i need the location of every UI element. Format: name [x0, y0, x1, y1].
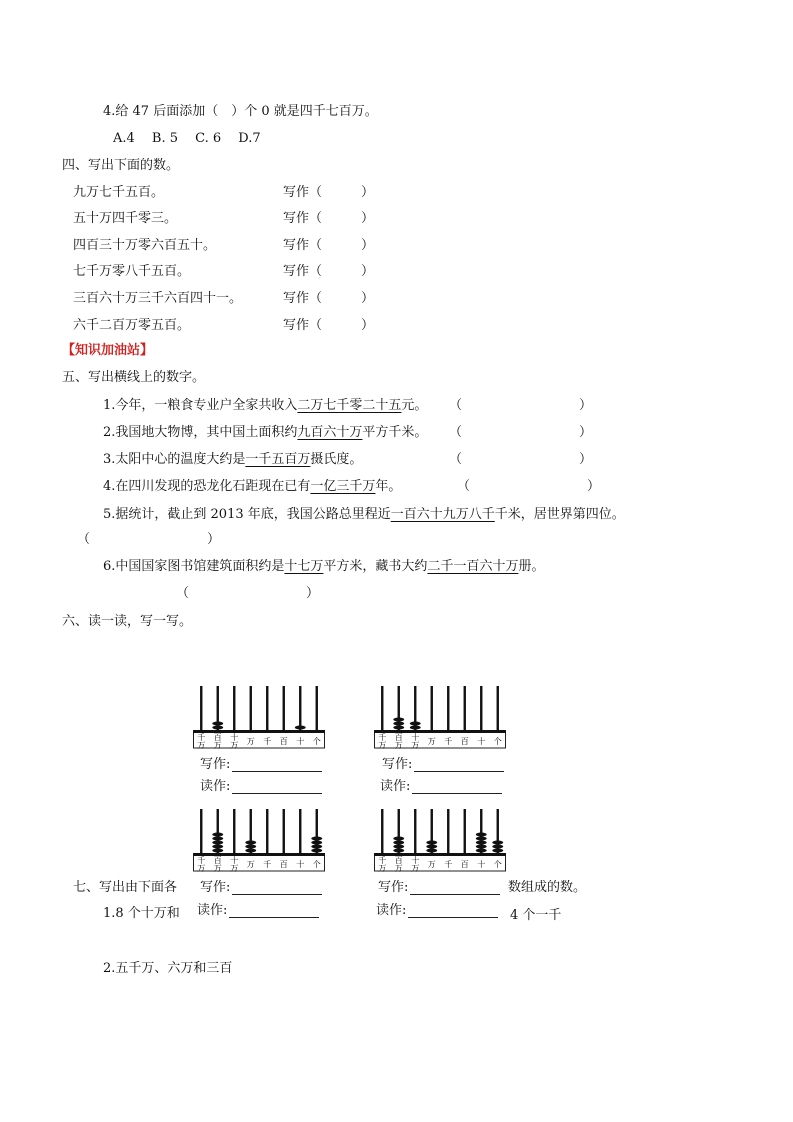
abacus-bead [393, 849, 404, 853]
abacus-bead [212, 849, 223, 853]
place-label: 十 [296, 737, 305, 746]
abacus-rod [283, 809, 285, 855]
place-label: 个 [312, 860, 321, 869]
section5-title: 五、写出横线上的数字。 [62, 370, 206, 385]
write-label: 写作: [378, 880, 409, 895]
abacus-rod [381, 809, 383, 855]
abacus-rod [447, 809, 449, 855]
abacus [374, 686, 506, 750]
place-label: 百 [394, 856, 403, 865]
place-label: 十 [411, 733, 420, 742]
abacus-bead [426, 841, 437, 845]
abacus-bead [476, 845, 487, 849]
place-label: 万 [411, 864, 420, 873]
section5-item [103, 425, 427, 441]
abacus-bead [311, 837, 322, 841]
place-label: 十 [230, 733, 239, 742]
abacus-rod [233, 809, 235, 855]
write-label: 写作: [200, 880, 231, 895]
place-label: 千 [378, 733, 387, 742]
section4-item: 七千万零八千五百。 [73, 264, 191, 279]
abacus-rod [299, 686, 301, 732]
item-underlined: 九百六十万 [297, 425, 363, 440]
place-label: 万 [378, 741, 387, 750]
write-answer-line[interactable] [414, 771, 504, 772]
abacus-svg [374, 809, 506, 873]
place-label: 万 [394, 864, 403, 873]
item-pre: 2.我国地大物博，其中国土面积约 [103, 425, 298, 440]
section5-item [103, 398, 427, 414]
abacus-bead [393, 722, 404, 726]
abacus-rod [447, 686, 449, 732]
abacus-rod [464, 686, 466, 732]
write-label: 写作: [382, 757, 413, 772]
item-post: 千米，居世界第四位。 [494, 507, 625, 522]
read-label: 读作: [197, 903, 228, 918]
place-label: 百 [394, 733, 403, 742]
item6-mid: 平方米，藏书大约 [323, 559, 428, 574]
item6-underlined-1: 十七万 [284, 559, 324, 574]
item-post: 平方千米。 [362, 425, 428, 440]
abacus-rod [266, 809, 268, 855]
abacus [374, 809, 506, 873]
section7-item2: 2.五千万、六万和三百 [103, 961, 233, 976]
section5-item [103, 507, 625, 523]
abacus-rod [464, 809, 466, 855]
abacus-svg [193, 686, 325, 750]
abacus-bead [311, 845, 322, 849]
abacus-bead [492, 841, 503, 845]
section7-item1-left: 1.8 个十万和 [103, 906, 180, 921]
abacus-bead [245, 841, 256, 845]
abacus-svg [374, 686, 506, 750]
item-underlined: 二万七千零二十五 [297, 398, 402, 413]
abacus-rod [299, 809, 301, 855]
abacus-bead [212, 837, 223, 841]
section4-write-label: 写作（ ） [283, 238, 375, 253]
read-label: 读作: [376, 903, 407, 918]
place-label: 十 [477, 860, 486, 869]
abacus-bead [492, 845, 503, 849]
place-label: 个 [493, 737, 502, 746]
place-label: 千 [263, 860, 272, 869]
section6-title: 六、读一读，写一写。 [62, 614, 193, 629]
abacus [193, 686, 325, 750]
q4-options: A.4 B. 5 C. 6 D.7 [113, 131, 261, 146]
abacus-rod [283, 686, 285, 732]
abacus-bead [393, 718, 404, 722]
place-label: 万 [246, 860, 255, 869]
abacus-rod [414, 809, 416, 855]
abacus-bead [311, 841, 322, 845]
place-label: 个 [312, 737, 321, 746]
write-answer-line[interactable] [232, 894, 322, 895]
section4-write-label: 写作（ ） [283, 211, 375, 226]
item-pre: 4.在四川发现的恐龙化石距现在已有 [103, 479, 311, 494]
section4-item: 四百三十万零六百五十。 [73, 238, 217, 253]
abacus-bead [212, 722, 223, 726]
section7-item1-right: 4 个一千 [510, 908, 562, 923]
place-label: 万 [197, 864, 206, 873]
section4-item: 九万七千五百。 [73, 185, 165, 200]
item-underlined: 一百六十九万八千 [390, 507, 495, 522]
place-label: 万 [394, 741, 403, 750]
abacus-bead [476, 841, 487, 845]
place-label: 千 [378, 856, 387, 865]
place-label: 十 [230, 856, 239, 865]
answer-paren: （ ） [449, 398, 593, 413]
abacus-bead [476, 837, 487, 841]
item-underlined: 一亿三千万 [310, 479, 376, 494]
place-label: 千 [444, 737, 453, 746]
place-label: 百 [213, 733, 222, 742]
read-label: 读作: [200, 779, 231, 794]
section4-item: 五十万四千零三。 [73, 211, 178, 226]
place-label: 万 [213, 741, 222, 750]
write-answer-line[interactable] [410, 894, 500, 895]
item-pre: 5.据统计，截止到 2013 年底，我国公路总里程近 [103, 507, 391, 522]
item-post: 摄氏度。 [310, 452, 363, 467]
section4-write-label: 写作（ ） [283, 185, 375, 200]
place-label: 百 [279, 860, 288, 869]
section5-item [103, 452, 362, 468]
item-pre: 1.今年，一粮食专业户全家共收入 [103, 398, 298, 413]
place-label: 万 [230, 741, 239, 750]
abacus-rod [316, 686, 318, 732]
abacus-bead [212, 841, 223, 845]
read-label: 读作: [380, 779, 411, 794]
abacus-rod [381, 686, 383, 732]
section5-item [103, 479, 401, 495]
abacus-bead [410, 722, 421, 726]
place-label: 万 [411, 741, 420, 750]
place-label: 千 [197, 733, 206, 742]
abacus-rod [497, 686, 499, 732]
abacus-svg [193, 809, 325, 873]
answer-paren: （ ） [457, 479, 601, 494]
section4-item: 六千二百万零五百。 [73, 318, 191, 333]
abacus-bead [311, 849, 322, 853]
section4-write-label: 写作（ ） [283, 264, 375, 279]
read-answer-line[interactable] [232, 793, 322, 794]
abacus-bead [393, 841, 404, 845]
section4-item: 三百六十万三千六百四十一。 [73, 291, 243, 306]
section4-title: 四、写出下面的数。 [62, 158, 180, 173]
item6-underlined-2: 二千一百六十万 [427, 559, 519, 574]
item-pre: 3.太阳中心的温度大约是 [103, 452, 246, 467]
abacus-bead [393, 837, 404, 841]
abacus-bead [212, 845, 223, 849]
abacus-bead [212, 833, 223, 837]
item-post: 元。 [401, 398, 428, 413]
place-label: 百 [460, 737, 469, 746]
abacus-bead [426, 845, 437, 849]
abacus-bead [393, 726, 404, 730]
place-label: 万 [230, 864, 239, 873]
abacus-rod [233, 686, 235, 732]
item6-answer-paren: （ ） [176, 586, 320, 601]
item-underlined: 一千五百万 [245, 452, 311, 467]
place-label: 万 [197, 741, 206, 750]
abacus-rod [200, 686, 202, 732]
answer-paren: （ ） [449, 452, 593, 467]
abacus-bead [245, 849, 256, 853]
abacus-bead [393, 845, 404, 849]
write-answer-line[interactable] [232, 771, 322, 772]
answer-paren: （ ） [77, 532, 221, 547]
read-answer-line[interactable] [408, 917, 498, 918]
section4-write-label: 写作（ ） [283, 318, 375, 333]
item6-pre: 6.中国国家图书馆建筑面积约是 [103, 559, 285, 574]
q4-text: 4.给 47 后面添加（ ）个 0 就是四千七百万。 [103, 104, 378, 119]
place-label: 百 [460, 860, 469, 869]
abacus-bead [245, 845, 256, 849]
abacus-rod [480, 686, 482, 732]
read-answer-line[interactable] [229, 917, 319, 918]
place-label: 万 [378, 864, 387, 873]
place-label: 万 [427, 860, 436, 869]
place-label: 十 [411, 856, 420, 865]
write-label: 写作: [200, 757, 231, 772]
section4-write-label: 写作（ ） [283, 291, 375, 306]
read-answer-line[interactable] [412, 793, 502, 794]
place-label: 十 [296, 860, 305, 869]
abacus-bead [410, 726, 421, 730]
place-label: 万 [246, 737, 255, 746]
item-post: 年。 [375, 479, 402, 494]
abacus-rod [250, 686, 252, 732]
knowledge-tag: 【知识加油站】 [62, 343, 154, 358]
section7-title-left: 七、写出由下面各 [73, 880, 178, 895]
abacus-rod [431, 686, 433, 732]
abacus-bead [476, 849, 487, 853]
place-label: 千 [197, 856, 206, 865]
abacus-rod [266, 686, 268, 732]
abacus-bead [476, 833, 487, 837]
place-label: 百 [213, 856, 222, 865]
place-label: 千 [263, 737, 272, 746]
abacus-bead [212, 726, 223, 730]
place-label: 万 [213, 864, 222, 873]
abacus [193, 809, 325, 873]
abacus-bead [295, 726, 306, 730]
place-label: 千 [444, 860, 453, 869]
section5-item6 [103, 559, 544, 575]
place-label: 个 [493, 860, 502, 869]
place-label: 百 [279, 737, 288, 746]
place-label: 十 [477, 737, 486, 746]
section7-title-right: 数组成的数。 [508, 880, 587, 895]
answer-paren: （ ） [449, 425, 593, 440]
place-label: 万 [427, 737, 436, 746]
abacus-bead [492, 849, 503, 853]
item6-post: 册。 [518, 559, 545, 574]
abacus-rod [200, 809, 202, 855]
abacus-bead [426, 849, 437, 853]
